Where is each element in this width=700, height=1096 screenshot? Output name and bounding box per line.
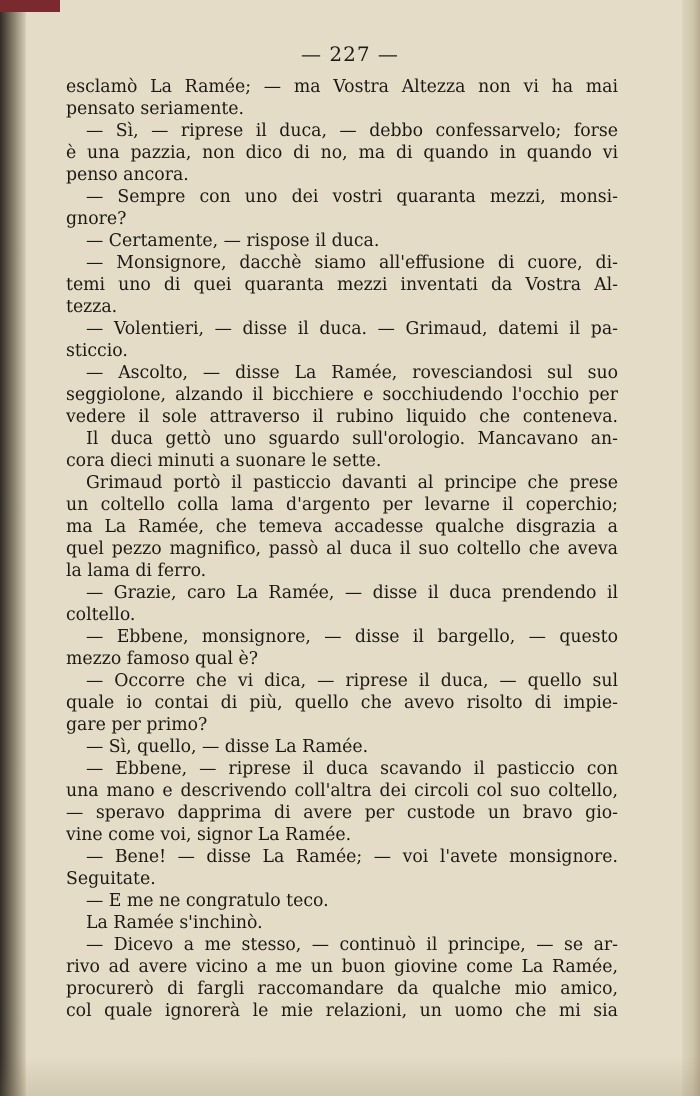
text-line: quale io contai di più, quello che avevo risolto di impie- bbox=[66, 693, 618, 713]
page-edge bbox=[682, 0, 700, 1096]
text-line: Il duca gettò uno sguardo sull'orologio. Mancavano an- bbox=[86, 429, 618, 449]
book-binding bbox=[0, 0, 26, 1096]
text-line: — Grazie, caro La Ramée, — disse il duca prendendo il bbox=[86, 583, 618, 603]
text-line: temi uno di quei quaranta mezzi inventati da Vostra Al- bbox=[66, 275, 618, 295]
text-line: — speravo dapprima di avere per custode un bravo gio- bbox=[66, 803, 618, 823]
text-line: — Sì, quello, — disse La Ramée. bbox=[86, 737, 369, 757]
text-line: — Dicevo a me stesso, — continuò il principe, — se ar- bbox=[86, 935, 618, 955]
text-line: Grimaud portò il pasticcio davanti al principe che prese bbox=[86, 473, 618, 493]
text-line: un coltello colla lama d'argento per levarne il coperchio; bbox=[66, 495, 618, 515]
text-line: vedere il sole attraverso il rubino liquido che conteneva. bbox=[66, 407, 618, 427]
text-line: seggiolone, alzando il bicchiere e socchiudendo l'occhio per bbox=[66, 385, 618, 405]
text-line: gare per primo? bbox=[66, 715, 208, 735]
text-line: esclamò La Ramée; — ma Vostra Altezza non vi ha mai bbox=[66, 77, 618, 97]
text-line: tezza. bbox=[66, 297, 118, 317]
text-line: gnore? bbox=[66, 209, 127, 229]
text-line: — Occorre che vi dica, — riprese il duca, — quello sul bbox=[86, 671, 618, 691]
text-line: penso ancora. bbox=[66, 165, 189, 185]
page-number: — 227 — bbox=[301, 42, 399, 66]
text-line: cora dieci minuti a suonare le sette. bbox=[66, 451, 382, 471]
text-line: pensato seriamente. bbox=[66, 99, 245, 119]
text-line: — Volentieri, — disse il duca. — Grimaud, datemi il pa- bbox=[86, 319, 618, 339]
text-line: una mano e descrivendo coll'altra dei circoli col suo coltello, bbox=[66, 781, 618, 801]
body-text bbox=[66, 76, 618, 1022]
text-line: — Sì, — riprese il duca, — debbo confessarvelo; forse bbox=[86, 121, 618, 141]
text-line: — Ascolto, — disse La Ramée, rovesciandosi sul suo bbox=[86, 363, 618, 383]
text-line: — Monsignore, dacchè siamo all'effusione di cuore, di- bbox=[86, 253, 618, 273]
text-line: — Certamente, — rispose il duca. bbox=[86, 231, 380, 251]
text-line: col quale ignorerà le mie relazioni, un uomo che mi sia bbox=[66, 1001, 618, 1021]
text-line: Seguitate. bbox=[66, 869, 156, 889]
text-line: procurerò di fargli raccomandare da qualche mio amico, bbox=[66, 979, 618, 999]
page-shadow bbox=[0, 1056, 700, 1096]
text-line: la lama di ferro. bbox=[66, 561, 207, 581]
text-line: mezzo famoso qual è? bbox=[66, 649, 258, 669]
text-line: rivo ad avere vicino a me un buon giovine come La Ramée, bbox=[66, 957, 618, 977]
binding-ribbon bbox=[0, 0, 60, 12]
text-line: vine come voi, signor La Ramée. bbox=[66, 825, 352, 845]
text-line: La Ramée s'inchinò. bbox=[86, 913, 263, 933]
text-line: quel pezzo magnifico, passò al duca il suo coltello che aveva bbox=[66, 539, 618, 559]
text-line: — E me ne congratulo teco. bbox=[86, 891, 329, 911]
text-line: ma La Ramée, che temeva accadesse qualche disgrazia a bbox=[66, 517, 618, 537]
text-line: è una pazzia, non dico di no, ma di quando in quando vi bbox=[66, 143, 618, 163]
text-line: — Ebbene, — riprese il duca scavando il pasticcio con bbox=[86, 759, 618, 779]
text-line: coltello. bbox=[66, 605, 136, 625]
text-line: — Bene! — disse La Ramée; — voi l'avete monsignore. bbox=[86, 847, 618, 867]
text-line: — Sempre con uno dei vostri quaranta mezzi, monsi- bbox=[86, 187, 618, 207]
text-line: — Ebbene, monsignore, — disse il bargello, — questo bbox=[86, 627, 618, 647]
text-line: sticcio. bbox=[66, 341, 128, 361]
